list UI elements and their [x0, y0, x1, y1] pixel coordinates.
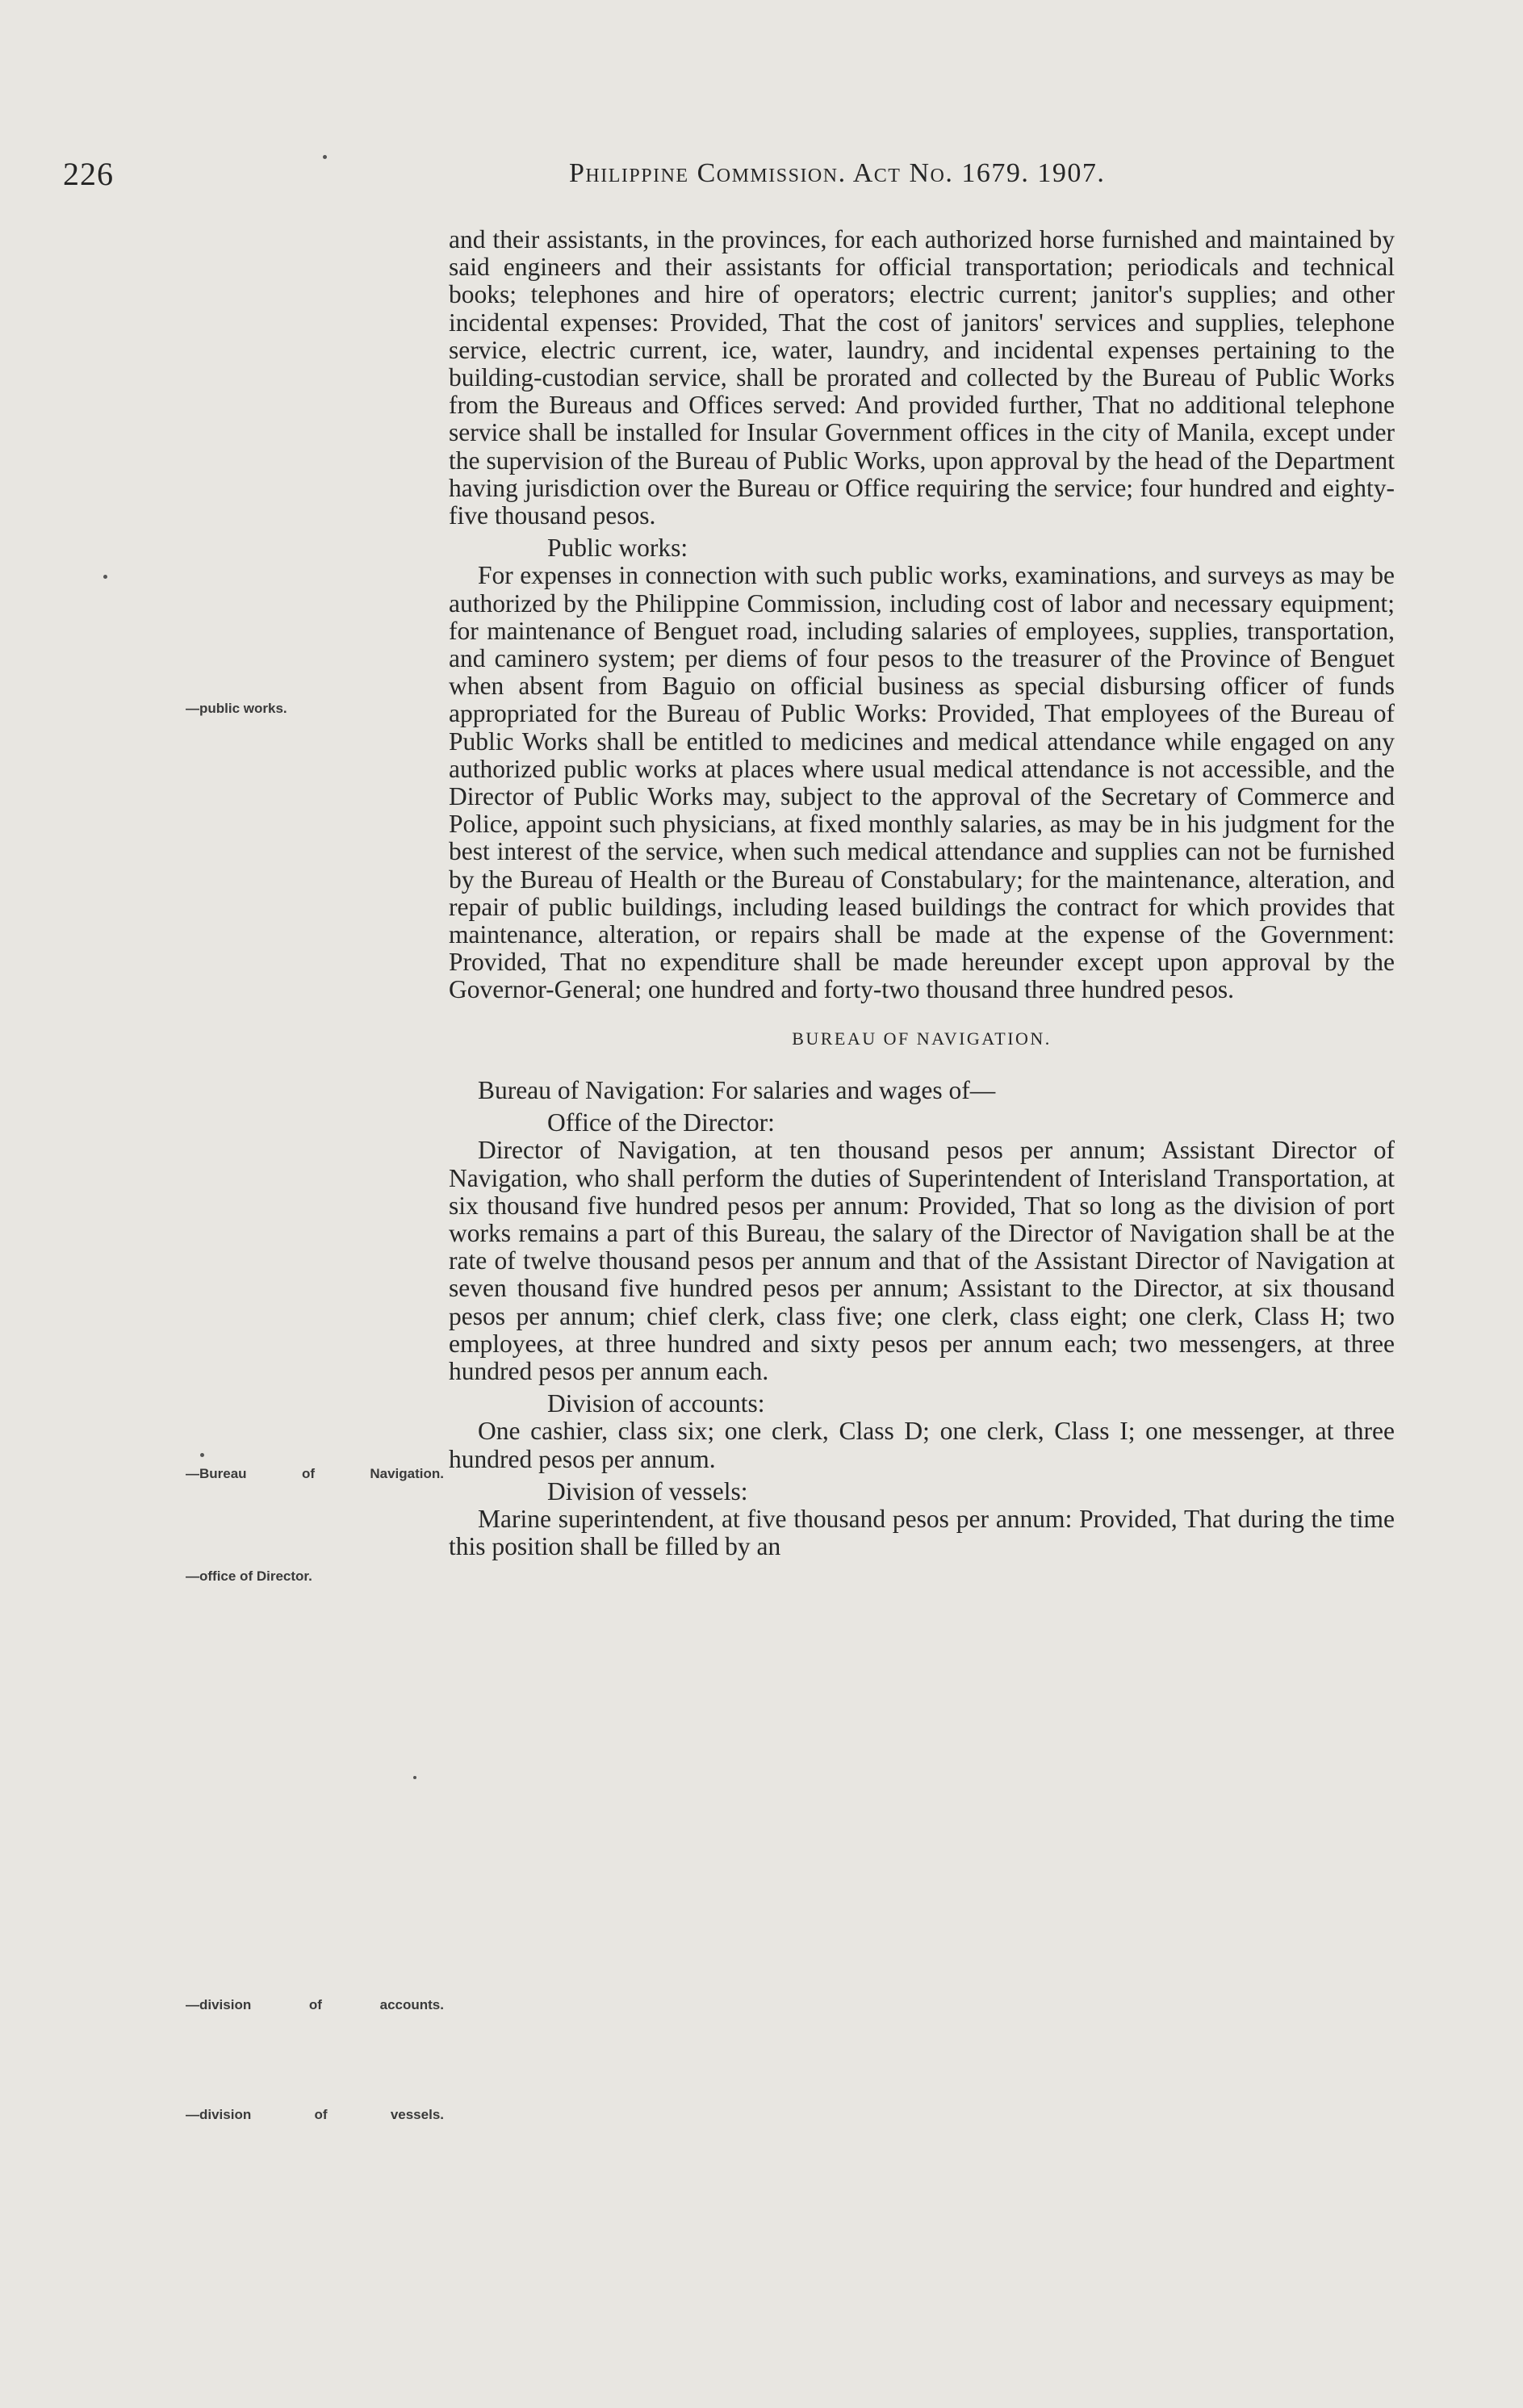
- print-speck: [200, 1453, 204, 1457]
- paragraph-public-works: For expenses in connection with such public works, examinations, and surveys as may be authorized by the Philippine Commission, including cost of labor and necessary equipment; for maintenance of Benguet road, including salaries of employees, supplies, transportation, and caminero system; per diems of four pesos to the treasurer of the Province of Benguet when absent from Baguio on official business as special disbursing officer of funds appropriated for the Bureau of Public Works: Provided, That employees of the Bureau of Public Works shall be entitled to medicines and medical attendance while engaged on any authorized public works at places where usual medical attendance is not accessible, and the Director of Public Works may, subject to the approval of the Secretary of Commerce and Police, appoint such physicians, at fixed monthly salaries, as may be in his judgment for the best interest of the service, when such medical attendance and supplies can not be furnished by the Bureau of Health or the Bureau of Constabulary; for the maintenance, alteration, and repair of public buildings, including leased buildings the contract for which provides that maintenance, alteration, or repairs shall be made at the expense of the Government: Provided, That no expenditure shall be made hereunder except upon approval by the Governor-General; one hundred and forty-two thousand three hundred pesos.: [449, 561, 1395, 1004]
- bureau-intro: Bureau of Navigation: For salaries and wages of—: [478, 1075, 996, 1104]
- margin-note-bureau-of-navigation: —Bureau of Navigation.: [186, 1466, 444, 1481]
- paragraph-incidental-expenses: and their assistants, in the provinces, for each authorized horse furnished and maintained by said engineers and their assistants for official transportation; periodicals and technical books; telephones and hire of operators; electric current; janitor's supplies; and other incidental expenses: Provided, That the cost of janitors' services and supplies, telephone service, electric current, ice, water, laundry, and incidental expenses pertaining to the building-custodian service, shall be prorated and collected by the Bureau of Public Works from the Bureaus and Offices served: And provided further, That no additional telephone service shall be installed for Insular Government offices in the city of Manila, except under the supervision of the Bureau of Public Works, upon approval by the head of the Department having jurisdiction over the Bureau or Office requiring the service; four hundred and eighty-five thousand pesos.: [449, 225, 1395, 530]
- margin-note-public-works: —public works.: [186, 701, 287, 716]
- section-heading: BUREAU OF NAVIGATION.: [792, 1028, 1052, 1049]
- division-of-accounts-heading: Division of accounts:: [547, 1389, 765, 1418]
- division-of-vessels-heading: Division of vessels:: [547, 1476, 748, 1506]
- office-of-director-heading: Office of the Director:: [547, 1108, 775, 1137]
- document-body: [449, 226, 1395, 1560]
- paragraph-office-of-director: Director of Navigation, at ten thousand pesos per annum; Assistant Director of Navigation, who shall perform the duties of Superintendent of Interisland Transportation, at six thousand five hundred pesos per annum: Provided, That so long as the division of port works remains a part of this Bureau, the salary of the Director of Navigation shall be at the rate of twelve thousand pesos per annum and that of the Assistant Director of Navigation at seven thousand five hundred pesos per annum; Assistant to the Director, at six thousand pesos per annum; chief clerk, class five; one clerk, class eight; one clerk, Class H; two employees, at three hundred and sixty pesos per annum each; two messengers, at three hundred pesos per annum each.: [449, 1136, 1395, 1385]
- page-number: 226: [63, 156, 114, 192]
- running-head: Philippine Commission. Act No. 1679. 1907.: [569, 158, 1106, 188]
- paragraph-division-of-accounts: One cashier, class six; one clerk, Class D; one clerk, Class I; one messenger, at three hundred pesos per annum.: [449, 1417, 1395, 1473]
- page-header: [0, 155, 1523, 203]
- print-speck: [103, 575, 107, 579]
- paragraph-division-of-vessels: Marine superintendent, at five thousand pesos per annum: Provided, That during the time this position shall be filled by an: [449, 1504, 1395, 1561]
- print-speck: [413, 1776, 416, 1779]
- print-speck: [323, 155, 327, 159]
- margin-note-division-of-vessels: —division of vessels.: [186, 2107, 444, 2122]
- public-works-heading: Public works:: [547, 534, 688, 563]
- margin-note-division-of-accounts: —division of accounts.: [186, 1997, 444, 2012]
- margin-note-office-of-director: —office of Director.: [186, 1568, 312, 1584]
